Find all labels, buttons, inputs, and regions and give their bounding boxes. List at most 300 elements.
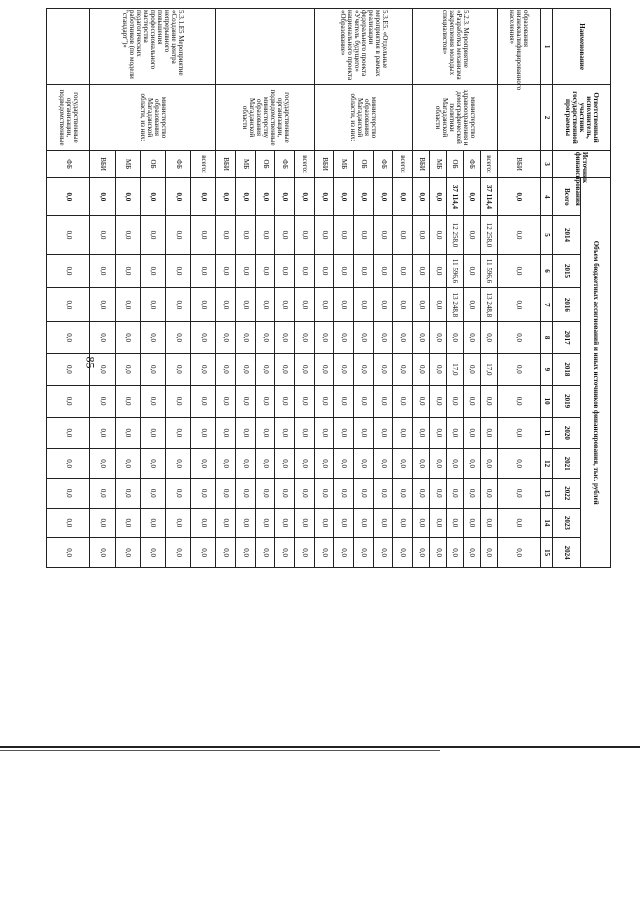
year-value: 0,0	[463, 322, 480, 354]
year-value: 0,0	[463, 449, 480, 479]
year-value: 0,0	[216, 538, 236, 568]
year-value: 0,0	[236, 322, 256, 354]
year-value: 0,0	[166, 216, 191, 254]
year-value: 0,0	[275, 254, 295, 288]
header-col-number: 8	[541, 322, 553, 354]
year-value: 0,0	[295, 354, 315, 386]
header-name: Наименование	[553, 9, 611, 85]
year-value: 0,0	[140, 417, 165, 449]
header-year: 2023	[553, 508, 581, 538]
year-value: 0,0	[236, 538, 256, 568]
year-value: 0,0	[393, 254, 413, 288]
total-value: 0,0	[413, 178, 430, 216]
table-row	[191, 9, 216, 568]
year-value: 0,0	[216, 354, 236, 386]
year-value: 0,0	[216, 385, 236, 417]
year-value: 0,0	[216, 254, 236, 288]
total-value: 37 114,4	[446, 178, 463, 216]
year-value: 0,0	[295, 478, 315, 508]
year-value: 0,0	[497, 508, 540, 538]
year-value: 0,0	[314, 478, 334, 508]
header-col-number: 5	[541, 216, 553, 254]
year-value: 12 258,0	[446, 216, 463, 254]
year-value: 0,0	[236, 385, 256, 417]
year-value: 0,0	[497, 288, 540, 322]
year-value: 0,0	[255, 385, 275, 417]
year-value: 0,0	[334, 288, 354, 322]
table-row	[480, 9, 497, 568]
year-value: 0,0	[430, 478, 447, 508]
header-year: 2024	[553, 538, 581, 568]
year-value: 0,0	[255, 538, 275, 568]
year-value: 0,0	[191, 254, 216, 288]
year-value: 0,0	[413, 449, 430, 479]
total-value: 0,0	[393, 178, 413, 216]
header-col-number: 10	[541, 385, 553, 417]
funding-source: ВБИ	[314, 150, 334, 178]
year-value: 0,0	[334, 417, 354, 449]
year-value: 0,0	[295, 322, 315, 354]
year-value: 0,0	[191, 449, 216, 479]
year-value: 0,0	[115, 478, 140, 508]
year-value: 0,0	[90, 216, 115, 254]
total-value: 0,0	[47, 178, 91, 216]
header-year: 2014	[553, 216, 581, 254]
year-value: 0,0	[463, 417, 480, 449]
year-value: 0,0	[140, 508, 165, 538]
year-value: 0,0	[166, 254, 191, 288]
measure-name: 5.3.Е5. «Отдельные мероприятия в рамках реализации федерального проекта «Учитель будущего» национального проекта «Образование»	[314, 9, 412, 85]
header-year: 2020	[553, 417, 581, 449]
table-row	[295, 9, 315, 568]
year-value: 0,0	[413, 385, 430, 417]
year-value: 0,0	[480, 417, 497, 449]
year-value: 0,0	[354, 288, 374, 322]
year-value: 0,0	[430, 322, 447, 354]
year-value: 0,0	[191, 385, 216, 417]
year-value: 0,0	[191, 288, 216, 322]
year-value: 0,0	[166, 478, 191, 508]
year-value: 0,0	[393, 216, 413, 254]
year-value: 0,0	[430, 254, 447, 288]
year-value: 0,0	[275, 322, 295, 354]
total-value: 0,0	[275, 178, 295, 216]
header-year: 2019	[553, 385, 581, 417]
year-value: 0,0	[236, 354, 256, 386]
year-value: 0,0	[373, 449, 393, 479]
year-value: 0,0	[275, 288, 295, 322]
year-value: 0,0	[463, 385, 480, 417]
year-value: 0,0	[295, 385, 315, 417]
year-value: 0,0	[430, 288, 447, 322]
year-value: 0,0	[314, 538, 334, 568]
funding-source: ОБ	[354, 150, 374, 178]
year-value: 0,0	[115, 538, 140, 568]
year-value: 0,0	[90, 508, 115, 538]
year-value: 0,0	[354, 354, 374, 386]
year-value: 0,0	[166, 417, 191, 449]
year-value: 0,0	[446, 322, 463, 354]
header-year: 2022	[553, 478, 581, 508]
year-value: 0,0	[115, 417, 140, 449]
year-value: 0,0	[314, 354, 334, 386]
funding-source: МБ	[236, 150, 256, 178]
year-value: 0,0	[497, 538, 540, 568]
year-value: 0,0	[446, 417, 463, 449]
year-value: 0,0	[140, 449, 165, 479]
year-value: 0,0	[236, 216, 256, 254]
funding-source: МБ	[430, 150, 447, 178]
year-value: 0,0	[334, 216, 354, 254]
total-value: 0,0	[140, 178, 165, 216]
year-value: 0,0	[334, 322, 354, 354]
year-value: 11 596,6	[446, 254, 463, 288]
funding-source: ОБ	[255, 150, 275, 178]
header-col-number: 6	[541, 254, 553, 288]
year-value: 0,0	[166, 508, 191, 538]
year-value: 0,0	[90, 288, 115, 322]
year-value: 0,0	[166, 354, 191, 386]
header-col-number: 2	[541, 85, 553, 151]
funding-source: ВБИ	[413, 150, 430, 178]
year-value: 0,0	[255, 478, 275, 508]
year-value: 0,0	[275, 385, 295, 417]
year-value: 0,0	[463, 288, 480, 322]
year-value: 13 248,8	[480, 288, 497, 322]
year-value: 0,0	[115, 354, 140, 386]
year-value: 0,0	[446, 449, 463, 479]
year-value: 0,0	[430, 538, 447, 568]
year-value: 0,0	[497, 385, 540, 417]
year-value: 0,0	[115, 254, 140, 288]
year-value: 0,0	[463, 508, 480, 538]
responsible-executor: государственные организации, подведомственные	[47, 85, 91, 151]
year-value: 0,0	[373, 288, 393, 322]
year-value: 0,0	[334, 449, 354, 479]
year-value: 0,0	[47, 288, 91, 322]
year-value: 0,0	[413, 254, 430, 288]
year-value: 0,0	[295, 508, 315, 538]
year-value: 0,0	[497, 449, 540, 479]
year-value: 0,0	[393, 508, 413, 538]
year-value: 0,0	[236, 449, 256, 479]
year-value: 0,0	[90, 354, 115, 386]
year-value: 0,0	[334, 508, 354, 538]
year-value: 0,0	[497, 254, 540, 288]
year-value: 0,0	[314, 508, 334, 538]
year-value: 0,0	[354, 216, 374, 254]
table-header	[541, 9, 611, 568]
year-value: 0,0	[140, 254, 165, 288]
year-value: 0,0	[47, 508, 91, 538]
year-value: 0,0	[255, 216, 275, 254]
year-value: 0,0	[295, 538, 315, 568]
table-row	[497, 9, 540, 568]
year-value: 0,0	[140, 288, 165, 322]
year-value: 0,0	[140, 478, 165, 508]
year-value: 0,0	[413, 288, 430, 322]
funding-source: всего:	[393, 150, 413, 178]
year-value: 0,0	[47, 538, 91, 568]
year-value: 0,0	[275, 354, 295, 386]
year-value: 0,0	[373, 385, 393, 417]
year-value: 0,0	[275, 508, 295, 538]
year-value: 0,0	[140, 538, 165, 568]
table-body	[47, 9, 541, 568]
total-value: 0,0	[191, 178, 216, 216]
year-value: 0,0	[166, 385, 191, 417]
total-value: 0,0	[295, 178, 315, 216]
year-value: 0,0	[480, 538, 497, 568]
year-value: 0,0	[216, 322, 236, 354]
funding-source: ФБ	[275, 150, 295, 178]
year-value: 0,0	[497, 417, 540, 449]
total-value: 0,0	[314, 178, 334, 216]
header-year: 2017	[553, 322, 581, 354]
year-value: 0,0	[216, 449, 236, 479]
rotated-page	[46, 8, 611, 568]
year-value: 0,0	[295, 288, 315, 322]
funding-source: МБ	[115, 150, 140, 178]
year-value: 0,0	[255, 254, 275, 288]
year-value: 0,0	[255, 288, 275, 322]
header-responsible: Ответственный исполнитель, участник государственной программы	[553, 85, 611, 151]
year-value: 0,0	[90, 538, 115, 568]
year-value: 0,0	[115, 322, 140, 354]
year-value: 0,0	[373, 216, 393, 254]
year-value: 0,0	[216, 288, 236, 322]
funding-source: МБ	[334, 150, 354, 178]
total-value: 0,0	[334, 178, 354, 216]
measure-name	[216, 9, 314, 85]
year-value: 0,0	[255, 354, 275, 386]
year-value: 0,0	[275, 417, 295, 449]
total-value: 0,0	[166, 178, 191, 216]
year-value: 0,0	[314, 322, 334, 354]
measure-name: 5.2.3. Мероприятие «Разработка механизма закрепления молодых специалистов»	[413, 9, 498, 85]
year-value: 0,0	[497, 478, 540, 508]
year-value: 11 596,6	[480, 254, 497, 288]
year-value: 0,0	[354, 385, 374, 417]
year-value: 0,0	[393, 417, 413, 449]
year-value: 0,0	[90, 449, 115, 479]
year-value: 0,0	[393, 385, 413, 417]
header-col-number: 11	[541, 417, 553, 449]
year-value: 17,0	[480, 354, 497, 386]
responsible-executor: министерство образования Магаданской области, из них:	[314, 85, 412, 151]
year-value: 0,0	[90, 322, 115, 354]
funding-source: всего:	[480, 150, 497, 178]
year-value: 0,0	[236, 508, 256, 538]
funding-source: ВБИ	[90, 150, 115, 178]
year-value: 0,0	[413, 508, 430, 538]
year-value: 0,0	[191, 417, 216, 449]
responsible-executor	[497, 85, 540, 151]
year-value: 0,0	[373, 254, 393, 288]
year-value: 0,0	[314, 216, 334, 254]
year-value: 0,0	[314, 288, 334, 322]
year-value: 0,0	[47, 354, 91, 386]
year-value: 0,0	[47, 478, 91, 508]
year-value: 0,0	[334, 478, 354, 508]
year-value: 0,0	[480, 449, 497, 479]
header-year: 2016	[553, 288, 581, 322]
header-col-number: 1	[541, 9, 553, 85]
year-value: 0,0	[295, 417, 315, 449]
year-value: 0,0	[314, 449, 334, 479]
header-year: 2015	[553, 254, 581, 288]
responsible-executor: министерство здравоохранения и демографической политики Магаданской области	[413, 85, 498, 151]
total-value: 0,0	[373, 178, 393, 216]
funding-source: ФБ	[47, 150, 91, 178]
year-value: 0,0	[413, 322, 430, 354]
year-value: 0,0	[446, 538, 463, 568]
year-value: 0,0	[236, 478, 256, 508]
year-value: 0,0	[354, 449, 374, 479]
year-value: 0,0	[354, 478, 374, 508]
total-value: 0,0	[430, 178, 447, 216]
year-value: 0,0	[90, 385, 115, 417]
header-year: 2018	[553, 354, 581, 386]
year-value: 0,0	[140, 385, 165, 417]
measure-name: образования низкоквалифицированного населения»	[497, 9, 540, 85]
year-value: 0,0	[430, 216, 447, 254]
year-value: 0,0	[354, 508, 374, 538]
table-row	[47, 9, 91, 568]
total-value: 0,0	[463, 178, 480, 216]
year-value: 0,0	[314, 385, 334, 417]
year-value: 0,0	[115, 216, 140, 254]
year-value: 0,0	[463, 354, 480, 386]
year-value: 0,0	[497, 354, 540, 386]
year-value: 0,0	[191, 354, 216, 386]
year-value: 0,0	[295, 449, 315, 479]
year-value: 0,0	[373, 322, 393, 354]
year-value: 0,0	[446, 385, 463, 417]
year-value: 0,0	[115, 385, 140, 417]
year-value: 0,0	[216, 216, 236, 254]
year-value: 0,0	[216, 508, 236, 538]
year-value: 0,0	[373, 354, 393, 386]
page-number: 85	[83, 356, 98, 369]
funding-table	[46, 8, 611, 568]
year-value: 0,0	[373, 478, 393, 508]
header-col-number: 3	[541, 150, 553, 178]
year-value: 0,0	[446, 478, 463, 508]
year-value: 0,0	[430, 449, 447, 479]
year-value: 0,0	[191, 478, 216, 508]
year-value: 12 258,0	[480, 216, 497, 254]
year-value: 0,0	[166, 538, 191, 568]
total-value: 0,0	[255, 178, 275, 216]
header-total: Всего	[553, 178, 581, 216]
total-value: 0,0	[354, 178, 374, 216]
year-value: 0,0	[497, 322, 540, 354]
year-value: 0,0	[430, 417, 447, 449]
year-value: 0,0	[480, 385, 497, 417]
year-value: 0,0	[47, 385, 91, 417]
year-value: 0,0	[354, 322, 374, 354]
year-value: 0,0	[140, 354, 165, 386]
year-value: 0,0	[480, 322, 497, 354]
year-value: 0,0	[334, 354, 354, 386]
header-col-number: 4	[541, 178, 553, 216]
year-value: 0,0	[191, 216, 216, 254]
year-value: 0,0	[166, 322, 191, 354]
year-value: 0,0	[463, 478, 480, 508]
year-value: 0,0	[430, 354, 447, 386]
funding-source: ФБ	[373, 150, 393, 178]
measure-name: 5.3.1.Е5 Мероприятие «Создание центра непрерывного повышения профессионального мастерства педагогических работников (по модели "стандарт")»	[90, 9, 216, 85]
year-value: 0,0	[446, 508, 463, 538]
year-value: 0,0	[275, 538, 295, 568]
page-divider-thin	[0, 750, 440, 751]
year-value: 0,0	[115, 449, 140, 479]
year-value: 0,0	[47, 322, 91, 354]
year-value: 0,0	[295, 254, 315, 288]
year-value: 0,0	[393, 354, 413, 386]
year-value: 0,0	[275, 449, 295, 479]
year-value: 0,0	[275, 216, 295, 254]
header-col-number: 13	[541, 478, 553, 508]
year-value: 0,0	[295, 216, 315, 254]
year-value: 0,0	[191, 508, 216, 538]
year-value: 0,0	[216, 417, 236, 449]
header-source: Источник финансирования	[553, 150, 611, 178]
year-value: 13 248,8	[446, 288, 463, 322]
funding-source: ФБ	[166, 150, 191, 178]
header-col-number: 7	[541, 288, 553, 322]
year-value: 17,0	[446, 354, 463, 386]
year-value: 0,0	[463, 538, 480, 568]
year-value: 0,0	[334, 538, 354, 568]
total-value: 0,0	[216, 178, 236, 216]
funding-source: всего:	[191, 150, 216, 178]
year-value: 0,0	[354, 538, 374, 568]
year-value: 0,0	[90, 478, 115, 508]
year-value: 0,0	[393, 538, 413, 568]
year-value: 0,0	[393, 449, 413, 479]
year-value: 0,0	[373, 538, 393, 568]
header-col-number: 9	[541, 354, 553, 386]
year-value: 0,0	[393, 288, 413, 322]
year-value: 0,0	[236, 288, 256, 322]
year-value: 0,0	[354, 417, 374, 449]
year-value: 0,0	[115, 288, 140, 322]
funding-source: ОБ	[446, 150, 463, 178]
header-year: 2021	[553, 449, 581, 479]
funding-source: ОБ	[140, 150, 165, 178]
header-col-number: 14	[541, 508, 553, 538]
year-value: 0,0	[373, 417, 393, 449]
header-col-number: 12	[541, 449, 553, 479]
total-value: 37 114,4	[480, 178, 497, 216]
year-value: 0,0	[255, 508, 275, 538]
funding-source: ВБИ	[497, 150, 540, 178]
year-value: 0,0	[255, 417, 275, 449]
year-value: 0,0	[191, 538, 216, 568]
total-value: 0,0	[115, 178, 140, 216]
year-value: 0,0	[480, 478, 497, 508]
year-value: 0,0	[166, 288, 191, 322]
year-value: 0,0	[236, 417, 256, 449]
year-value: 0,0	[430, 385, 447, 417]
year-value: 0,0	[480, 508, 497, 538]
year-value: 0,0	[236, 254, 256, 288]
header-funding-title: Объем бюджетных ассигнований и иных источников финансирования, тыс. рублей	[581, 178, 611, 568]
total-value: 0,0	[90, 178, 115, 216]
year-value: 0,0	[354, 254, 374, 288]
